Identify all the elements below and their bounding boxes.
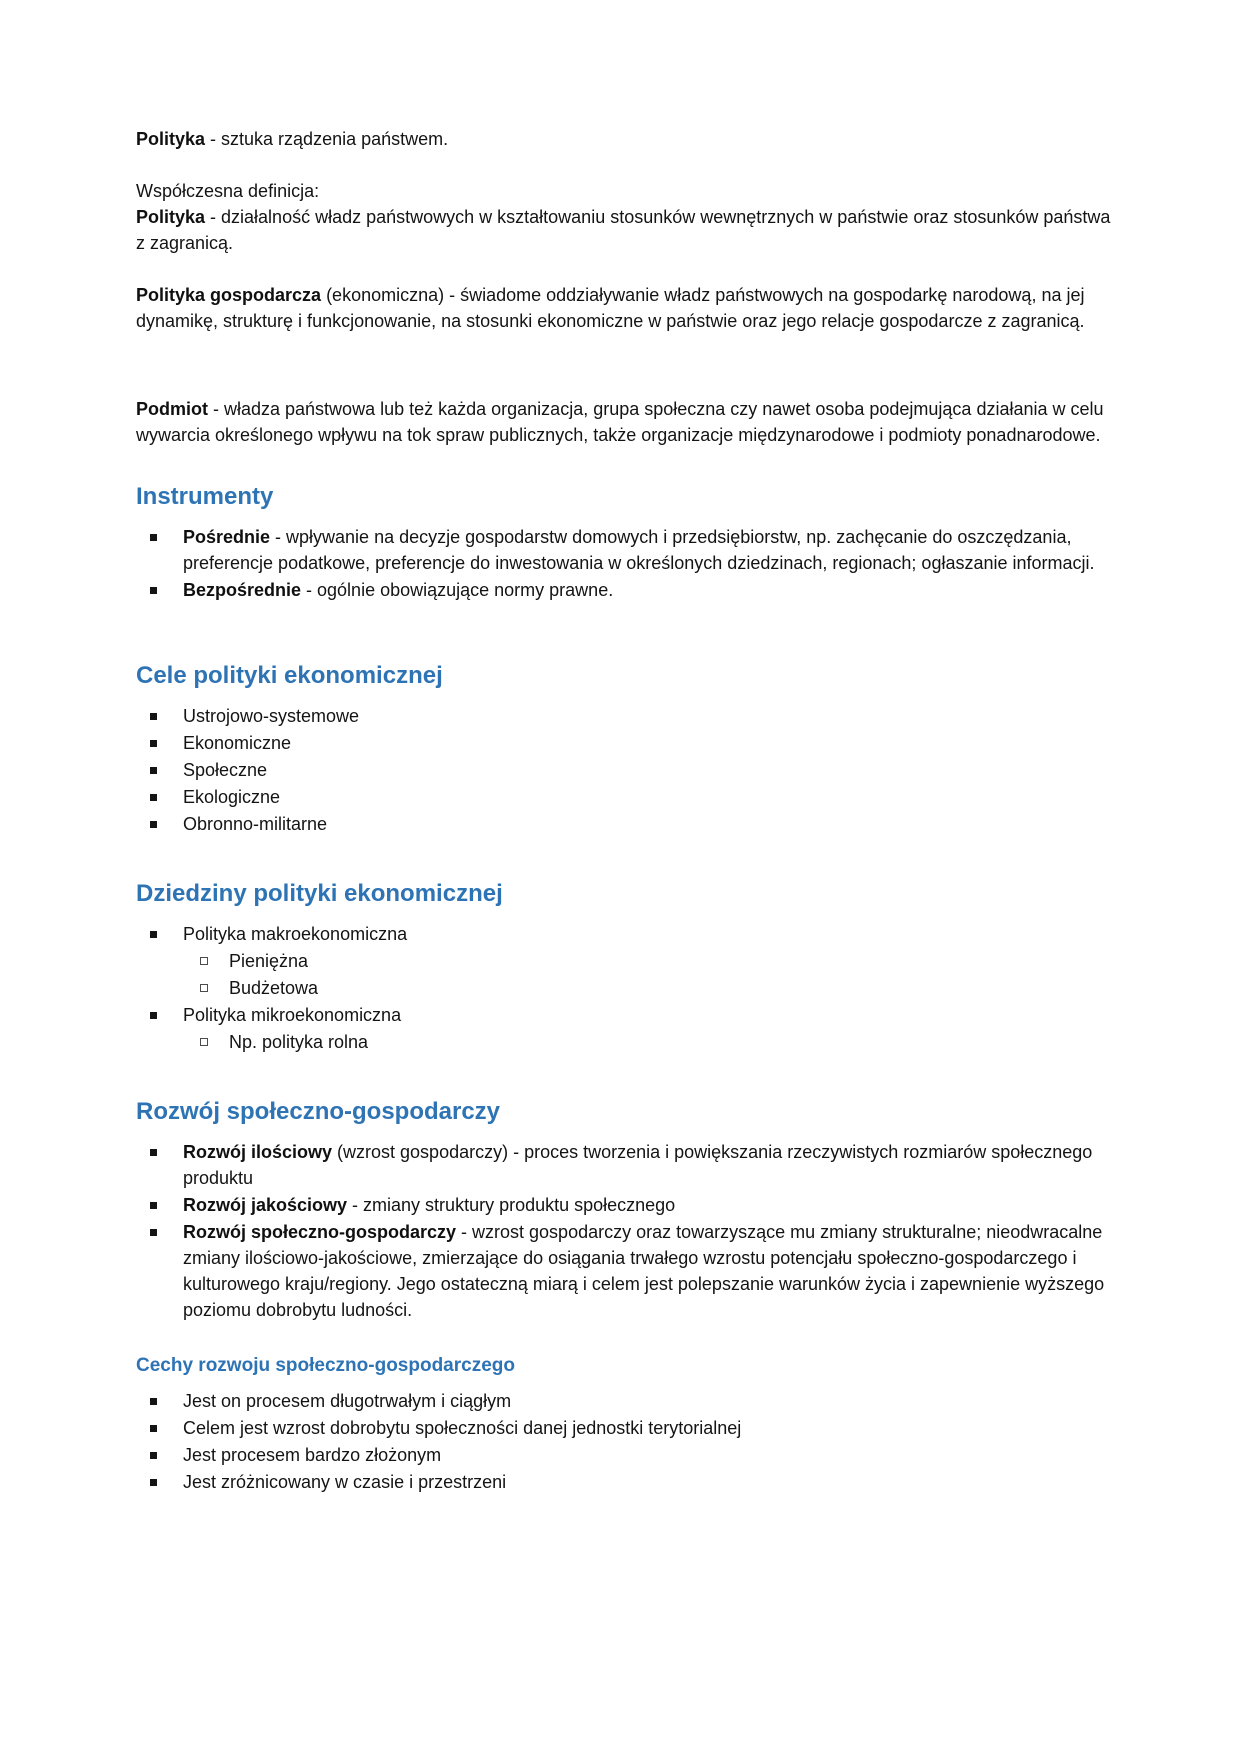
paragraph-podmiot [136,396,1111,448]
term-polityka: Polityka [136,207,206,227]
bullet-square-icon [150,534,157,541]
list-item-body: - ogólnie obowiązujące normy prawne. [301,580,614,600]
list-item [136,811,1111,837]
list-item [136,1219,1111,1323]
list-item [136,1139,1111,1191]
section-heading-rozwoj: Rozwój społeczno-gospodarczy [136,1098,501,1125]
list-item-text: Ustrojowo-systemowe [183,706,360,726]
list-item-body: - zmiany struktury produktu społecznego [347,1195,676,1215]
list-item-text: Jest procesem bardzo złożonym [183,1445,442,1465]
list-item [136,1002,1111,1028]
bullet-square-icon [150,794,157,801]
list-item [136,921,1111,947]
paragraph-text: Współczesna definicja: [136,181,320,201]
sub-list-item [136,948,1111,974]
list-item-text: Ekologiczne [183,787,281,807]
bullet-square-icon [150,931,157,938]
list-item [136,703,1111,729]
list-rozwoj [136,1139,1111,1323]
list-item-text: Obronno-militarne [183,814,328,834]
paragraph-text: (ekonomiczna) - świadome oddziaływanie władz państwowych na gospodarkę narodową, na jej dynamikę, strukturę i funkcjonowanie, na stosunki ekonomiczne w państwie oraz jego relacje gospodarcze z zagranicą. [136,285,1085,331]
bullet-square-icon [150,1229,157,1236]
list-item [136,784,1111,810]
bullet-square-icon [150,713,157,720]
paragraph-modern-definition-label [136,178,1111,204]
term-rozwoj-ilosciowy: Rozwój ilościowy [183,1142,333,1162]
bullet-square-icon [150,1452,157,1459]
list-item-text: Ekonomiczne [183,733,292,753]
bullet-open-square-icon [200,957,208,965]
paragraph-polityka-definition-modern [136,204,1111,256]
section-heading-instrumenty: Instrumenty [136,483,274,510]
term-rozwoj-spoleczno-gospodarczy: Rozwój społeczno-gospodarczy [183,1222,457,1242]
list-item-text: Celem jest wzrost dobrobytu społeczności danej jednostki terytorialnej [183,1418,742,1438]
list-cechy [136,1388,1111,1495]
bullet-square-icon [150,767,157,774]
list-instrumenty [136,524,1111,603]
list-item-text: Polityka mikroekonomiczna [183,1005,402,1025]
sub-list-item-text: Pieniężna [229,951,309,971]
list-item [136,730,1111,756]
bullet-square-icon [150,1398,157,1405]
sub-list-item [136,1029,1111,1055]
section-heading-dziedziny: Dziedziny polityki ekonomicznej [136,880,503,907]
list-item [136,524,1111,576]
paragraph-polityka-definition-short [136,126,1111,152]
list-item [136,1442,1111,1468]
sub-list-item [136,975,1111,1001]
list-item [136,577,1111,603]
list-item-text: Jest zróżnicowany w czasie i przestrzeni [183,1472,507,1492]
list-item-text [183,1139,1111,1191]
bullet-square-icon [150,1425,157,1432]
term-polityka: Polityka [136,129,206,149]
list-item [136,1469,1111,1495]
bullet-open-square-icon [200,1038,208,1046]
list-item [136,1192,1111,1218]
paragraph-text: - działalność władz państwowych w kształtowaniu stosunków wewnętrznych w państwie oraz stosunków państwa z zagranicą. [136,207,1111,253]
list-dziedziny [136,921,1111,1055]
bullet-square-icon [150,740,157,747]
list-item-text [183,524,1111,576]
section-heading-cele: Cele polityki ekonomicznej [136,662,443,689]
section-heading-cechy: Cechy rozwoju społeczno-gospodarczego [136,1355,515,1376]
term-rozwoj-jakosciowy: Rozwój jakościowy [183,1195,348,1215]
sub-list-item-text: Np. polityka rolna [229,1032,369,1052]
list-item-text [183,1192,1111,1218]
paragraph-text: - władza państwowa lub też każda organizacja, grupa społeczna czy nawet osoba podejmująca działania w celu wywarcia określonego wpływu na tok spraw publicznych, także organizacje międzynarodowe i podmioty ponadnarodowe. [136,399,1104,445]
paragraph-text: - sztuka rządzenia państwem. [205,129,449,149]
term-polityka-gospodarcza: Polityka gospodarcza [136,285,322,305]
paragraph-polityka-gospodarcza [136,282,1111,334]
bullet-square-icon [150,1012,157,1019]
bullet-square-icon [150,1149,157,1156]
sub-list-item-text: Budżetowa [229,978,319,998]
list-item-body: - wzrost gospodarczy oraz towarzyszące mu zmiany strukturalne; nieodwracalne zmiany ilościowo-jakościowe, zmierzające do osiągania trwałego wzrostu potencjału społeczno-gospodarczego i kulturowego kraju/regiony. Jego ostateczną miarą i celem jest polepszanie warunków życia i zapewnienie wyższego poziomu dobrobytu ludności. [183,1222,1105,1320]
list-item-text: Polityka makroekonomiczna [183,924,408,944]
term-podmiot: Podmiot [136,399,213,419]
bullet-square-icon [150,1479,157,1486]
list-cele [136,703,1111,837]
bullet-square-icon [150,821,157,828]
list-item-body: - wpływanie na decyzje gospodarstw domowych i przedsiębiorstw, np. zachęcanie do oszczędzania, preferencje podatkowe, preferencje do inwestowania w określonych dziedzinach, regionach; ogłaszanie informacji. [183,527,1095,573]
list-item-text [183,1219,1111,1323]
list-item-text: Społeczne [183,760,268,780]
term-bezposrednie: Bezpośrednie [183,580,302,600]
list-item-text: Jest on procesem długotrwałym i ciągłym [183,1391,512,1411]
bullet-square-icon [150,1202,157,1209]
list-item-body: (wzrost gospodarczy) - proces tworzenia i powiększania rzeczywistych rozmiarów społecznego produktu [183,1142,1093,1188]
term-posrednie: Pośrednie [183,527,271,547]
list-item-text [183,577,1111,603]
bullet-square-icon [150,587,157,594]
list-item [136,757,1111,783]
list-item [136,1388,1111,1414]
bullet-open-square-icon [200,984,208,992]
list-item [136,1415,1111,1441]
